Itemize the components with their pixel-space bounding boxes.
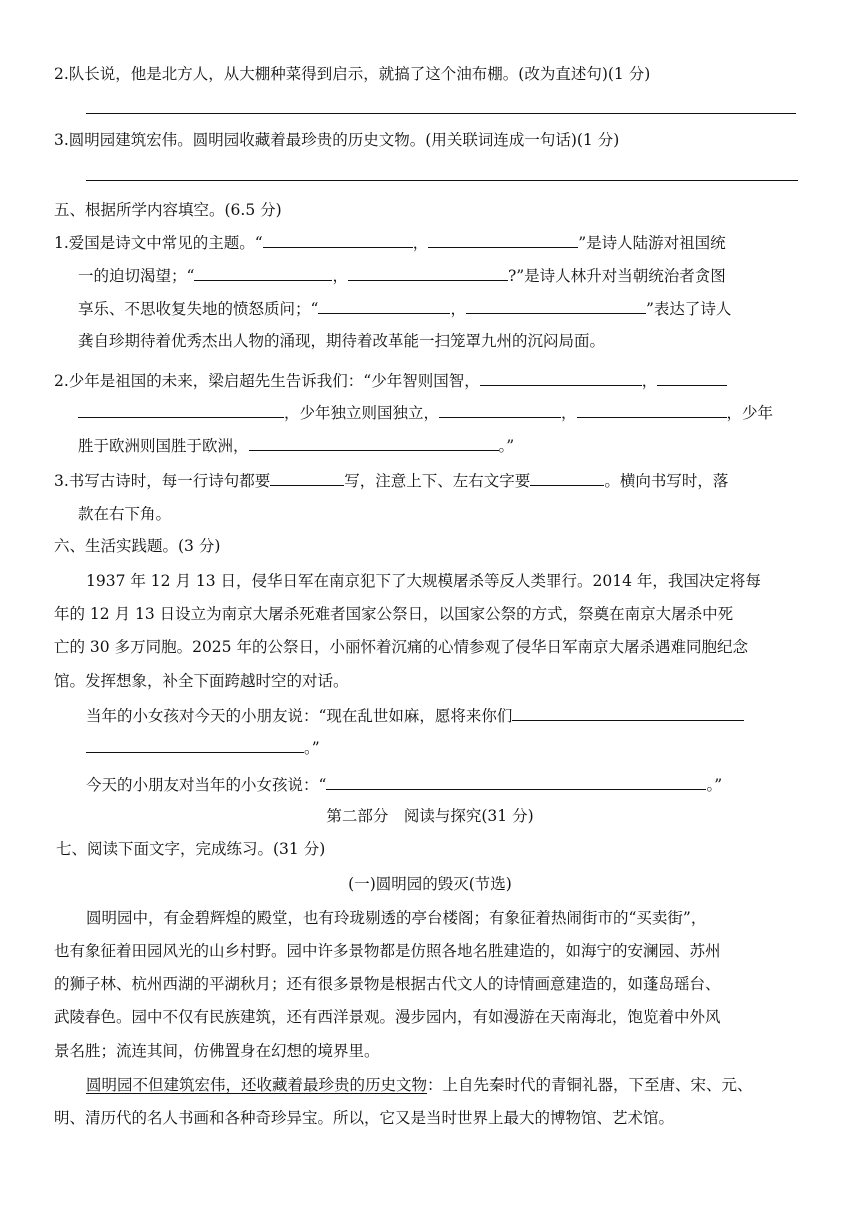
passage-line: 明、清历代的名人书画和各种奇珍异宝。所以，它又是当时世界上最大的博物馆、艺术馆。 — [54, 1109, 675, 1127]
question-5-1-line-1: 1.爱国是诗文中常见的主题。“ ， ”是诗人陆游对祖国统 — [54, 230, 726, 254]
blank[interactable] — [512, 703, 744, 721]
passage-line: 景名胜；流连其间，仿佛置身在幻想的境界里。 — [54, 1042, 380, 1060]
section-6-heading: 六、生活实践题。(3 分) — [54, 537, 221, 555]
blank[interactable] — [348, 263, 508, 281]
passage-line: 的狮子林、杭州西湖的平湖秋月；还有很多景物是根据古代文人的诗情画意建造的，如蓬岛瑶台、 — [54, 975, 721, 993]
blank[interactable] — [439, 400, 561, 418]
underlined-sentence: 圆明园不但建筑宏伟，还收藏着最珍贵的历史文物 — [86, 1076, 428, 1094]
blank[interactable] — [318, 296, 450, 314]
passage-line: 武陵春色。园中不仅有民族建筑，还有西洋景观。漫步园内，有如漫游在天南海北，饱览着中外风 — [54, 1008, 721, 1026]
blank[interactable] — [78, 400, 284, 418]
paragraph-line: 馆。发挥想象，补全下面跨越时空的对话。 — [54, 672, 349, 690]
paragraph-line: 1937 年 12 月 13 日，侵华日军在南京犯下了大规模屠杀等反人类罪行。2014 年，我国决定将每 — [86, 572, 761, 590]
blank[interactable] — [270, 468, 344, 486]
blank[interactable] — [657, 368, 727, 386]
section-5-heading: 五、根据所学内容填空。(6.5 分) — [54, 201, 282, 219]
part-2-heading: 第二部分 阅读与探究(31 分) — [326, 807, 534, 825]
blank[interactable] — [86, 735, 304, 753]
question-4-3: 3.圆明园建筑宏伟。圆明园收藏着最珍贵的历史文物。(用关联词连成一句话)(1 分) — [54, 131, 620, 149]
question-5-3-line-1: 3.书写古诗时，每一行诗句都要 写，注意上下、左右文字要 。横向书写时，落 — [54, 468, 728, 492]
dialogue-2: 今天的小朋友对当年的小女孩说：“ 。” — [86, 772, 722, 796]
question-5-1-line-3: 享乐、不思收复失地的愤怒质问；“ ， ”表达了诗人 — [78, 296, 731, 320]
answer-line-4-3[interactable] — [86, 180, 798, 181]
paragraph-line: 亡的 30 多万同胞。2025 年的公祭日，小丽怀着沉痛的心情参观了侵华日军南京大屠杀遇难同胞纪念 — [54, 638, 748, 656]
question-5-3-line-2: 款在右下角。 — [78, 505, 172, 523]
question-5-1-line-2: 一的迫切渴望；“ ， ?”是诗人林升对当朝统治者贪图 — [78, 263, 726, 287]
passage-title: (一)圆明园的毁灭(节选) — [348, 875, 512, 893]
dialogue-1-line-1: 当年的小女孩对今天的小朋友说：“现在乱世如麻，愿将来你们 — [86, 703, 744, 727]
question-4-2: 2.队长说，他是北方人，从大棚种菜得到启示，就搞了这个油布棚。(改为直述句)(1 分) — [54, 65, 651, 83]
blank[interactable] — [466, 296, 646, 314]
blank[interactable] — [194, 263, 332, 281]
blank[interactable] — [263, 230, 413, 248]
section-7-heading: 七、阅读下面文字，完成练习。(31 分) — [56, 840, 326, 858]
blank[interactable] — [428, 230, 578, 248]
question-5-1-line-4: 龚自珍期待着优秀杰出人物的涌现，期待着改革能一扫笼罩九州的沉闷局面。 — [78, 332, 606, 350]
question-5-2-line-2: ，少年独立则国独立， ， ，少年 — [78, 400, 773, 424]
blank[interactable] — [326, 772, 706, 790]
blank[interactable] — [249, 433, 499, 451]
paragraph-line: 年的 12 月 13 日设立为南京大屠杀死难者国家公祭日，以国家公祭的方式，祭奠在南京大屠杀中死 — [54, 605, 734, 623]
passage-line-underlined: 圆明园不但建筑宏伟，还收藏着最珍贵的历史文物：上自先秦时代的青铜礼器，下至唐、宋、元、 — [86, 1076, 753, 1094]
question-5-2-line-1: 2.少年是祖国的未来，梁启超先生告诉我们：“少年智则国智， ， — [54, 368, 727, 392]
passage-line: 也有象征着田园风光的山乡村野。园中许多景物都是仿照各地名胜建造的，如海宁的安澜园、苏州 — [54, 942, 721, 960]
blank[interactable] — [577, 400, 727, 418]
dialogue-1-line-2: 。” — [86, 735, 320, 759]
answer-line-4-2[interactable] — [86, 113, 796, 114]
blank[interactable] — [530, 468, 604, 486]
question-5-2-line-3: 胜于欧洲则国胜于欧洲， 。” — [78, 433, 514, 457]
passage-line: 圆明园中，有金碧辉煌的殿堂，也有玲珑剔透的亭台楼阁；有象征着热闹街市的“买卖街”， — [86, 909, 707, 927]
blank[interactable] — [480, 368, 642, 386]
